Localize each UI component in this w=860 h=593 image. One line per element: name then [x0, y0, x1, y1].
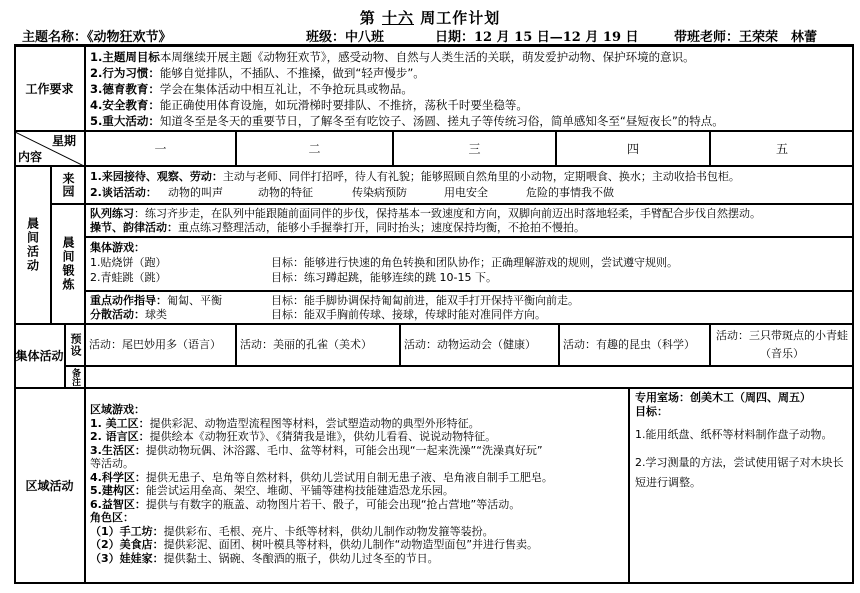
work-requirements — [85, 46, 854, 131]
activity-tuesday: 活动：美丽的孔雀（美术） — [236, 324, 400, 366]
theme-name: 主题名称：《动物狂欢节》 — [22, 30, 172, 45]
group-games: 集体游戏： 1.贴烧饼（跑） 目标：能够进行快速的角色转换和团队协作；正确理解游戏的规则，尝试遵守规则。 2.青蛙跳（跳） 目标：练习蹲起跳，能够连续的跳 10-15 下。 — [85, 237, 854, 291]
work-item: 3.德育教育：学会在集体活动中相互礼让，不争抢玩具或物品。 — [90, 82, 413, 96]
work-item: 2.行为习惯：能够自觉排队，不插队、不推搡，做到“轻声慢步”。 — [90, 66, 425, 80]
work-item: 1.主题周目标本周继续开展主题《动物狂欢节》，感受动物、自然与人类生活的关联，萌发爱护动物、保护环境的意识。 — [90, 50, 695, 64]
exercise-drill: 队列练习：练习齐步走，在队列中能跟随前面同伴的步伐，保持基本一致速度和方向，双脚向前迈出时落地轻柔，手臂配合步伐自然摆动。 操节、韵律活动：重点练习整理活动，能够小手握拳打开，同时抬头；速度保持均衡，不抢拍不慢拍。 — [85, 204, 854, 237]
activity-friday: 活动：三只带斑点的小青蛙（音乐） — [710, 324, 854, 366]
activity-wednesday: 活动：动物运动会（健康） — [400, 324, 559, 366]
arrive-content: 1.来园接待、观察、劳动：主动与老师、同伴打招呼，待人有礼貌；能够照顾自然角里的小动物，定期喂食、换水；主动收拾书包柜。 2.谈话活动： 动物的叫声 动物的特征 传染病预防 用电安全 危险的事情我不做 — [85, 166, 854, 204]
page-title: 第 十六 周工作计划 — [359, 9, 501, 27]
group-label: 集体活动 — [14, 324, 65, 388]
notes-label: 备注 — [65, 366, 85, 388]
special-room: 专用室场：创美木工（周四、周五） 目标： 1.能用纸盘、纸杯等材料制作盘子动物。 2.学习测量的方法，尝试使用锯子对木块长短进行调整。 — [629, 388, 854, 584]
focus-row: 分散活动：球类 目标：能双手胸前传球、接球，传球时能对准同伴方向。 — [90, 308, 546, 321]
notes-cell — [85, 366, 854, 388]
activity-monday: 活动：尾巴妙用多（语言） — [85, 324, 236, 366]
game-row: 1.贴烧饼（跑） 目标：能够进行快速的角色转换和团队协作；正确理解游戏的规则，尝试遵守规则。 — [90, 256, 678, 269]
work-item: 4.安全教育：能正确使用体育设施，如玩滑梯时要排队、不推挤，荡秋千时要坐稳等。 — [90, 98, 528, 112]
weekday-label: 星期 — [51, 134, 76, 148]
work-label: 工作要求 — [14, 46, 85, 131]
talk-topics: 2.谈话活动： 动物的叫声 动物的特征 传染病预防 用电安全 危险的事情我不做 — [90, 186, 614, 199]
work-item: 5.重大活动：知道冬至是冬天的重要节日，了解冬至有吃饺子、汤圆、搓丸子等传统习俗，简单感知冬至“昼短夜长”的特点。 — [90, 114, 724, 128]
exercise-label: 晨间锻炼 — [51, 204, 85, 324]
week-content-corner — [14, 131, 85, 166]
area-label: 区域活动 — [14, 388, 85, 584]
day-thursday: 四 — [556, 131, 710, 166]
class-name: 班级：中八班 — [306, 30, 385, 45]
focus-row: 重点动作指导：匍匐、平衡 目标：能手脚协调保持匍匐前进，能双手打开保持平衡向前走。 — [90, 294, 579, 307]
activity-thursday: 活动：有趣的昆虫（科学） — [559, 324, 710, 366]
date-range: 日期：12 月 15 日—12 月 19 日 — [435, 30, 639, 45]
area-games: 区域游戏： 1. 美工区：提供彩泥、动物造型流程图等材料，尝试塑造动物的典型外形特征。 2. 语言区：提供绘本《动物狂欢节》、《猜猜我是谁》，供幼儿看看、说说动物特征。 3.生活区：提供动物玩偶、沐浴露、毛巾、盆等材料，可能会出现“一起来洗澡”“洗澡真好玩” 等活动。 4.科学区：提供无患子、皂角等自然材料，供幼儿尝试用自制无患子液、皂角液自制手工肥皂。 5.建构区：能尝试运用垒高、架空、堆砌、平铺等建构技能建造恐龙乐园。 6.益智区：提供与有数字的瓶盖、动物图片若干、骰子，可能会出现“抢占营地”等活动。 角色区： （1）手工坊：提供彩布、毛根、亮片、卡纸等材料，供幼儿制作动物发箍等装扮。 （2）美食店：提供彩泥、面团、树叶模具等材料，供幼儿制作“动物造型面包”并进行售卖。 （3）娃娃家：提供黏土、锅碗、冬酿酒的瓶子，供幼儿过冬至的节日。 — [85, 388, 629, 584]
game-row: 2.青蛙跳（跳） 目标：练习蹲起跳，能够连续的跳 10-15 下。 — [90, 271, 497, 284]
content-label: 内容 — [18, 150, 43, 164]
day-wednesday: 三 — [393, 131, 556, 166]
day-tuesday: 二 — [236, 131, 393, 166]
preset-label: 预设 — [65, 324, 85, 366]
teacher-names: 带班老师：王荣荣 林蕾 — [674, 30, 818, 45]
week-number: 十六 — [381, 9, 414, 27]
day-monday: 一 — [85, 131, 236, 166]
focus-activities — [85, 291, 854, 324]
morning-label: 晨间活动 — [14, 166, 51, 324]
plan-header — [14, 26, 854, 44]
day-friday: 五 — [710, 131, 854, 166]
arrive-label: 来园 — [51, 166, 85, 204]
